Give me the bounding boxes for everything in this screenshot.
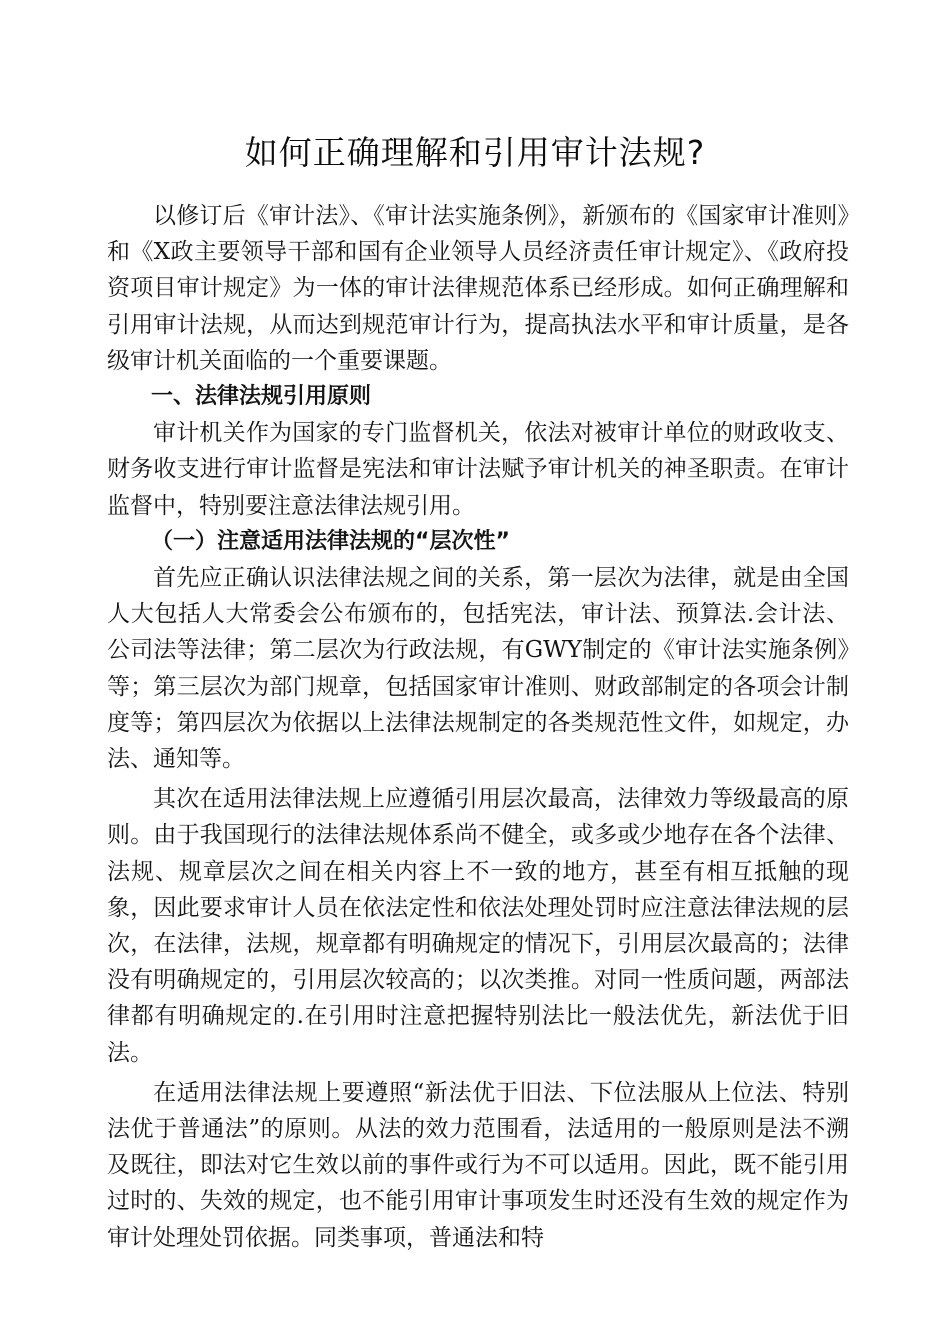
document-body [107,198,849,1256]
subsection-heading-hierarchy: （一）注意适用法律法规的“层次性” [151,528,510,554]
intro-paragraph: 以修订后《审计法》、《审计法实施条例》，新颁布的《国家审计准则》和《X政主要领导干部和国有企业领导人员经济责任审计规定》、《政府投资项目审计规定》为一体的审计法律规范体系已经形成。如何正确理解和引用审计法规，从而达到规范审计行为，提高执法水平和审计质量，是各级审计机关面临的一个重要课题。 [107,203,849,374]
section-heading-principles: 一、法律法规引用原则 [151,384,372,410]
document-title: 如何正确理解和引用审计法规? [244,133,706,172]
paragraph-new-law-principle: 在适用法律法规上要遵照“新法优于旧法、下位法服从上位法、特别法优于普通法”的原则。从法的效力范围看，法适用的一般原则是法不溯及既往，即法对它生效以前的事件或行为不可以适用。因此，既不能引用过时的、失效的规定，也不能引用审计事项发生时还没有生效的规定作为审计处理处罚依据。同类事项，普通法和特 [107,1079,849,1251]
paragraph-hierarchy-levels: 首先应正确认识法律法规之间的关系，第一层次为法律，就是由全国人大包括人大常委会公布颁布的，包括宪法，审计法、预算法.会计法、公司法等法律；第二层次为行政法规，有GWY制定的《审计法实施条例》等；第三层次为部门规章，包括国家审计准则、财政部制定的各项会计制度等；第四层次为依据以上法律法规制定的各类规范性文件，如规定，办法、通知等。 [107,565,849,773]
section-paragraph-principles: 审计机关作为国家的专门监督机关，依法对被审计单位的财政收支、财务收支进行审计监督是宪法和审计法赋予审计机关的神圣职责。在审计监督中，特别要注意法律法规引用。 [107,420,849,519]
paragraph-highest-level-principle: 其次在适用法律法规上应遵循引用层次最高，法律效力等级最高的原则。由于我国现行的法律法规体系尚不健全，或多或少地存在各个法律、法规、规章层次之间在相关内容上不一致的地方，甚至有相互抵触的现象，因此要求审计人员在依法定性和依法处理处罚时应注意法律法规的层次，在法律，法规，规章都有明确规定的情况下，引用层次最高的；法律没有明确规定的，引用层次较高的；以次类推。对同一性质问题，两部法律都有明确规定的.在引用时注意把握特别法比一般法优先，新法优于旧法。 [107,786,849,1066]
